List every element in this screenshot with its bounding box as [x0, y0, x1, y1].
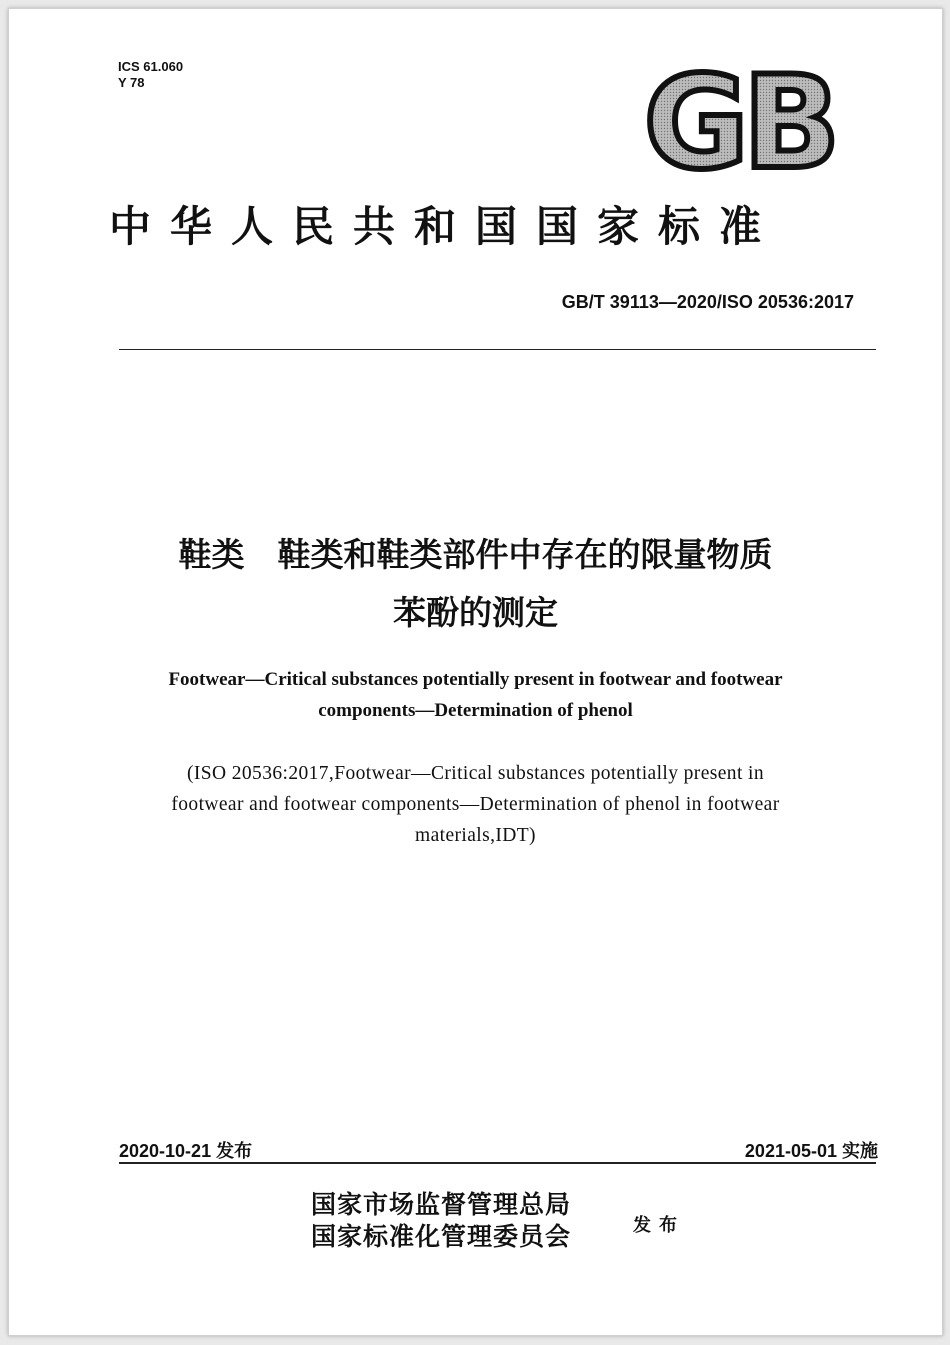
english-title-line2: components—Determination of phenol: [318, 700, 633, 721]
effective-date: 2021-05-01 实施: [744, 1141, 878, 1161]
issuer-sac: 国家标准化管理委员会: [311, 1222, 572, 1251]
issued-label: 发布: [633, 1215, 685, 1236]
chinese-title-line1: 鞋类 鞋类和鞋类部件中存在的限量物质: [178, 535, 773, 574]
gb-logo: [639, 67, 839, 177]
document-page: [8, 8, 943, 1336]
ics-code: ICS 61.060: [118, 59, 184, 74]
divider: [119, 349, 876, 350]
iso-note-line3: materials,IDT): [415, 825, 536, 846]
english-title-line1: Footwear—Critical substances potentially present in footwear and footwear: [168, 669, 783, 690]
divider: [119, 1162, 876, 1164]
ccs-code: Y 78: [118, 75, 145, 90]
chinese-title-line2: 苯酚的测定: [393, 593, 558, 632]
national-standard-heading: 中华人民共和国国家标准: [109, 202, 781, 251]
iso-note-line2: footwear and footwear components—Determination of phenol in footwear: [171, 794, 780, 815]
gb-logo-text: GB: [643, 67, 835, 177]
iso-equivalence-note: [9, 758, 942, 851]
classification-codes: [118, 59, 183, 91]
standard-code: GB/T 39113—2020/ISO 20536:2017: [561, 292, 854, 312]
issuer-samr: 国家市场监督管理总局: [311, 1190, 572, 1219]
iso-note-line1: (ISO 20536:2017,Footwear—Critical substances potentially present in: [186, 763, 765, 784]
issue-date: 2020-10-21 发布: [119, 1141, 253, 1161]
issuing-authorities: [311, 1189, 571, 1253]
